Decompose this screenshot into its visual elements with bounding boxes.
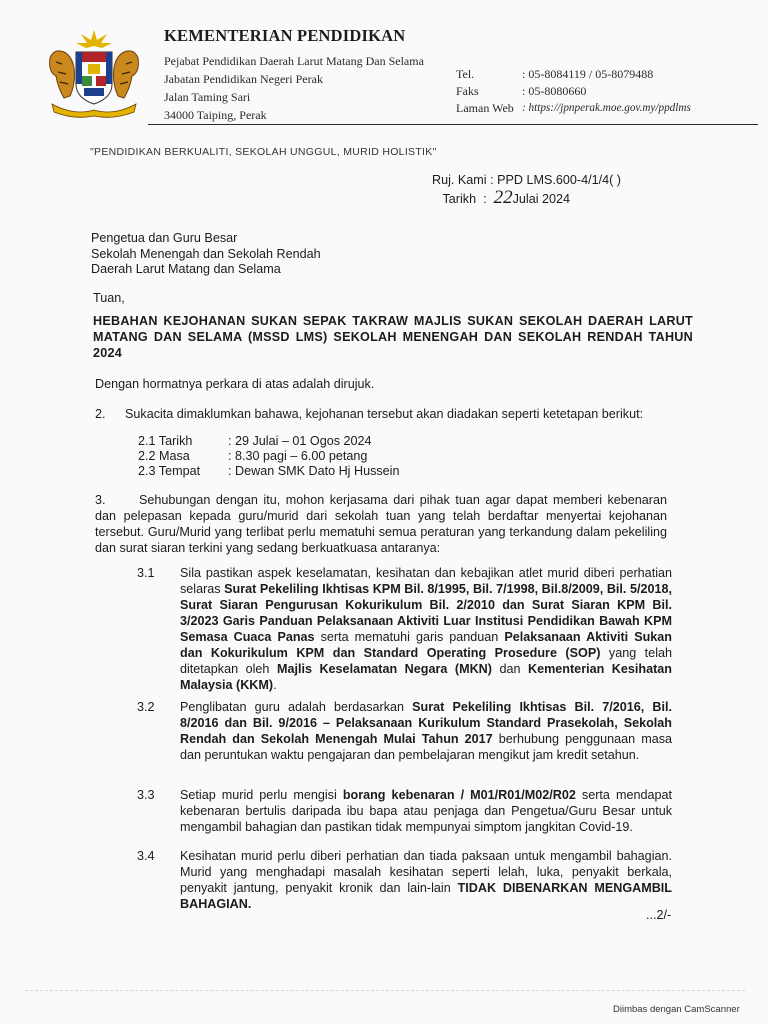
paragraph-3 bbox=[95, 492, 667, 556]
item-number: 3.1 bbox=[137, 566, 155, 580]
fax-label: Faks bbox=[456, 83, 479, 98]
scanner-watermark: Diimbas dengan CamScanner bbox=[613, 1004, 740, 1015]
reference-block bbox=[432, 172, 621, 208]
paragraph-number: 3. bbox=[95, 493, 106, 507]
schedule-row bbox=[138, 434, 399, 449]
schedule-label: 2.1 Tarikh bbox=[138, 434, 193, 448]
item-text-run: Setiap murid perlu mengisi bbox=[180, 788, 343, 802]
intro-paragraph: Dengan hormatnya perkara di atas adalah dirujuk. bbox=[95, 377, 375, 391]
item-bold-run: borang kebenaran / M01/R01/M02/R02 bbox=[342, 788, 576, 802]
schedule-value: : 8.30 pagi – 6.00 petang bbox=[228, 449, 368, 463]
item-number: 3.2 bbox=[137, 700, 155, 714]
date-line bbox=[432, 189, 621, 208]
item-3-2-text bbox=[180, 699, 672, 763]
schedule-label: 2.2 Masa bbox=[138, 449, 190, 463]
website-label: Laman Web bbox=[456, 100, 514, 115]
fax-row bbox=[456, 83, 691, 100]
item-text-run: berhubung penggunaan masa dan peruntukan waktu pengajaran dan pembelajaran mengikut jam kredit setahun. bbox=[180, 732, 672, 762]
item-number: 3.3 bbox=[137, 788, 155, 802]
office-address bbox=[164, 52, 424, 124]
ministry-name: KEMENTERIAN PENDIDIKAN bbox=[164, 26, 406, 45]
item-bold-run: Surat Pekeliling Ikhtisas Bil. 7/2016, Bil. 8/2016 dan Bil. 9/2016 – Pelaksanaan Kurikulum Standard Prasekolah, Sekolah Rendah dan Sekolah Menengah Mulai Tahun 2017 bbox=[180, 700, 672, 746]
item-text-run: Penglibatan guru adalah berdasarkan bbox=[180, 700, 413, 714]
letter-title: HEBAHAN KEJOHANAN SUKAN SEPAK TAKRAW MAJLIS SUKAN SEKOLAH DAERAH LARUT MATANG DAN SELAMA (MSSD LMS) SEKOLAH MENENGAH DAN SEKOLAH RENDAH TAHUN 2024 bbox=[93, 314, 693, 360]
date-month-year: Julai 2024 bbox=[512, 192, 571, 206]
item-bold-run: Majlis Keselamatan Negara (MKN) bbox=[276, 662, 492, 676]
item-text-run: dan bbox=[491, 662, 528, 676]
item-text-run: serta mendapat kebenaran bertulis daripada ibu bapa atau penjaga dan Pengetua/Guru Besar untuk mengambil bahagian dan pastikan tidak mempunyai simptom jangkitan Covid-19. bbox=[180, 788, 672, 834]
scan-edge-line bbox=[25, 990, 745, 991]
motto: "PENDIDIKAN BERKUALITI, SEKOLAH UNGGUL, MURID HOLISTIK" bbox=[90, 146, 437, 158]
recipient-line: Pengetua dan Guru Besar bbox=[91, 231, 238, 245]
recipient-line: Sekolah Menengah dan Sekolah Rendah bbox=[91, 246, 321, 261]
item-text-run: serta mematuhi garis panduan bbox=[314, 630, 505, 644]
paragraph-text: Sehubungan dengan itu, mohon kerjasama dari pihak tuan agar dapat memberi kebenaran dan pelepasan kepada guru/murid dari sekolah tuan yang telah berdaftar menyertai kejohanan tersebut. Guru/Murid yang terlibat perlu mematuhi semua peraturan yang terkandung dalam pekeliling dan surat siaran terkini yang sedang berkuatkuasa antaranya: bbox=[95, 493, 667, 555]
paragraph-2 bbox=[95, 406, 695, 422]
item-bold-run: TIDAK DIBENARKAN MENGAMBIL BAHAGIAN. bbox=[180, 881, 672, 911]
event-schedule bbox=[138, 434, 399, 479]
header-divider bbox=[148, 124, 758, 125]
item-bold-run: Surat Pekeliling Ikhtisas KPM Bil. 8/1995, Bil. 7/1998, Bil.8/2009, Bil. 5/2018, Surat Siaran Pengurusan Kokurikulum Bil. 2/2010 dan Surat Siaran KPM Bil. 3/2023 Garis Panduan Pelaksanaan Aktiviti Luar Institusi Pendidikan Bawah KPM Semasa Cuaca Panas bbox=[180, 582, 672, 644]
item-3-1-text bbox=[180, 565, 672, 693]
item-text-run: Kesihatan murid perlu diberi perhatian dan tiada paksaan untuk mengambil bahagian. Murid yang menghadapi masalah kesihatan seperti lelah, luka, penyakit berkala, penyakit jantung, penyakit kronik dan lain-lain bbox=[180, 849, 672, 895]
office-line: Pejabat Pendidikan Daerah Larut Matang Dan Selama bbox=[164, 54, 424, 68]
schedule-row bbox=[138, 464, 399, 479]
contact-block bbox=[456, 66, 691, 116]
recipient-line: Daerah Larut Matang dan Selama bbox=[91, 262, 281, 276]
telephone-label: Tel. bbox=[456, 67, 475, 81]
date-separator: : bbox=[483, 192, 487, 206]
office-line: Jalan Taming Sari bbox=[164, 90, 251, 104]
website-value: : https://jpnperak.moe.gov.my/ppdlms bbox=[522, 101, 691, 114]
item-bold-run: Kementerian Kesihatan Malaysia (KKM) bbox=[180, 662, 672, 692]
telephone-row bbox=[456, 66, 691, 83]
item-text-run: Sila pastikan aspek keselamatan, kesihatan dan kebajikan atlet murid diberi perhatian selaras bbox=[180, 566, 672, 596]
item-text-run: yang telah ditetapkan oleh bbox=[180, 646, 672, 676]
schedule-label: 2.3 Tempat bbox=[138, 464, 201, 478]
item-3-3-text bbox=[180, 787, 672, 835]
paragraph-text: Sukacita dimaklumkan bahawa, kejohanan tersebut akan diadakan seperti ketetapan berikut: bbox=[125, 407, 644, 421]
salutation: Tuan, bbox=[93, 291, 125, 305]
date-day-handwritten: 22 bbox=[493, 187, 513, 208]
fax-value: : 05-8080660 bbox=[522, 83, 587, 98]
item-number: 3.4 bbox=[137, 849, 155, 863]
next-page-marker: ...2/- bbox=[646, 908, 672, 922]
office-line: 34000 Taiping, Perak bbox=[164, 108, 267, 122]
schedule-value: : Dewan SMK Dato Hj Hussein bbox=[228, 464, 400, 478]
item-text-run: . bbox=[273, 678, 277, 692]
recipient-address bbox=[91, 231, 321, 278]
telephone-value: : 05-8084119 / 05-8079488 bbox=[522, 67, 654, 81]
date-label: Tarikh bbox=[442, 192, 477, 206]
reference-number: Ruj. Kami : PPD LMS.600-4/1/4( ) bbox=[432, 173, 621, 187]
schedule-value: : 29 Julai – 01 Ogos 2024 bbox=[228, 434, 372, 448]
coat-of-arms-logo bbox=[44, 28, 144, 118]
paragraph-number: 2. bbox=[95, 407, 106, 421]
schedule-row bbox=[138, 449, 399, 464]
item-bold-run: Pelaksanaan Aktiviti Sukan dan Kokurikulum KPM dan Standard Operating Prosedure (SOP) bbox=[180, 630, 672, 660]
office-line: Jabatan Pendidikan Negeri Perak bbox=[164, 72, 323, 86]
website-row bbox=[456, 100, 691, 117]
item-3-4-text bbox=[180, 848, 672, 912]
